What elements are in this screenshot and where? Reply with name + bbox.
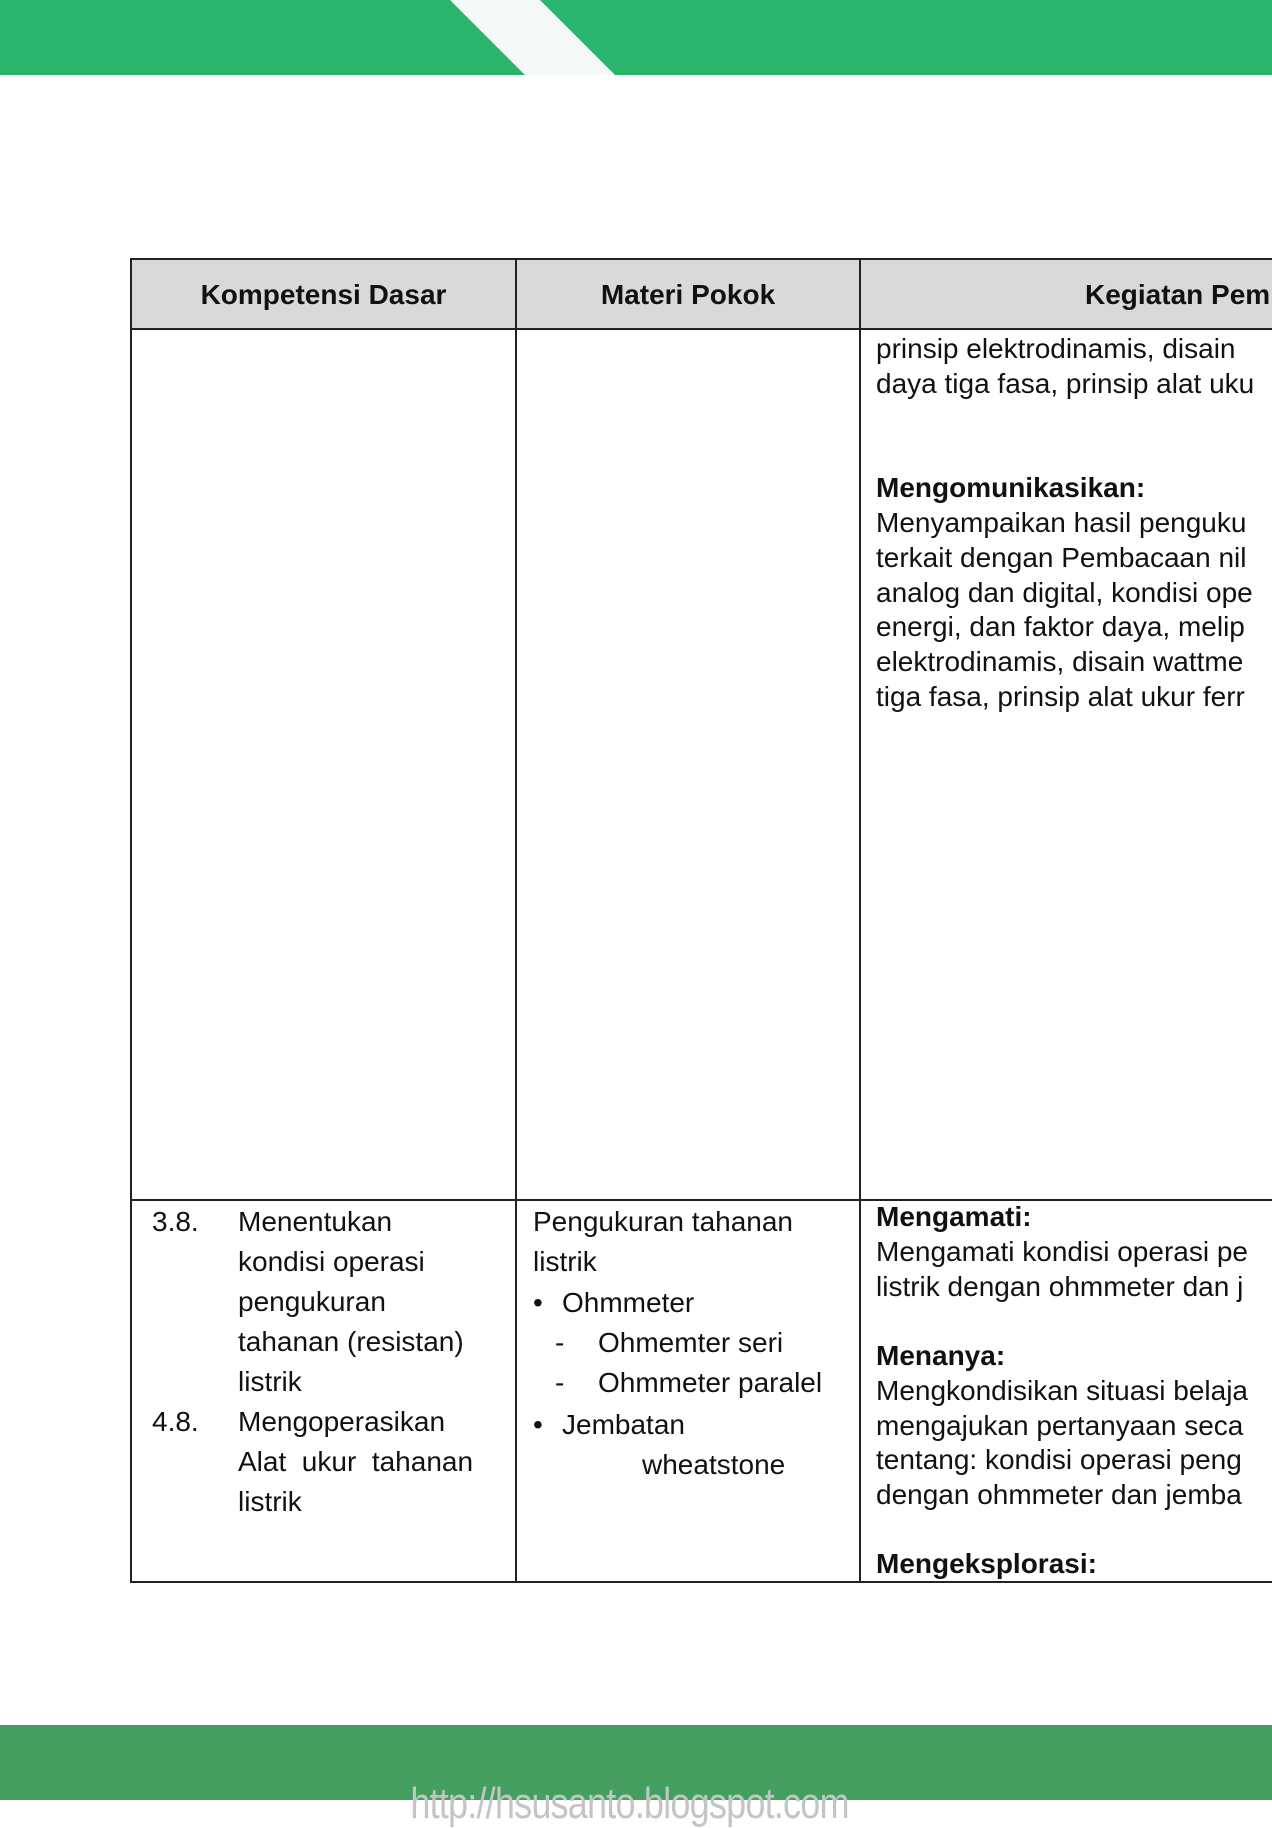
kd-text-line: tahanan (resistan) <box>238 1326 464 1357</box>
bullet-icon: • <box>533 1287 543 1318</box>
kd-number-3-8: 3.8. <box>152 1206 199 1237</box>
syllabus-table <box>130 258 1272 1583</box>
table-border-left <box>130 258 132 1583</box>
materi-subitem-ohmmeter-seri: Ohmemter seri <box>598 1327 784 1358</box>
kegiatan-text-line: terkait dengan Pembacaan nil <box>876 542 1247 573</box>
kegiatan-text-line: listrik dengan ohmmeter dan j <box>876 1271 1244 1302</box>
section-heading-mengamati: Mengamati: <box>876 1201 1032 1232</box>
kd-number-4-8: 4.8. <box>152 1406 199 1437</box>
header-materi-pokok: Materi Pokok <box>600 279 776 310</box>
kegiatan-text-line: Mengkondisikan situasi belaja <box>876 1375 1248 1406</box>
kd-text-line: Menentukan <box>238 1206 393 1237</box>
materi-title-line: listrik <box>533 1246 597 1277</box>
table-border-top <box>130 258 1272 260</box>
kegiatan-continuation-line: prinsip elektrodinamis, disain <box>876 333 1236 364</box>
kegiatan-text-line: elektrodinamis, disain wattme <box>876 646 1244 677</box>
table-border-bottom <box>130 1581 1272 1583</box>
column-divider-2 <box>859 258 861 1583</box>
kd-text-line: kondisi operasi <box>238 1246 425 1277</box>
kegiatan-text-line: dengan ohmmeter dan jemba <box>876 1479 1242 1510</box>
dash-icon: - <box>555 1327 565 1358</box>
kegiatan-continuation-line: daya tiga fasa, prinsip alat uku <box>876 368 1255 399</box>
materi-item-jembatan: Jembatan <box>562 1409 685 1440</box>
materi-item-ohmmeter: Ohmmeter <box>562 1287 695 1318</box>
row-divider <box>130 1199 1272 1201</box>
bullet-icon: • <box>533 1409 543 1440</box>
banner-stripe-decoration <box>0 0 1272 75</box>
header-kompetensi-dasar: Kompetensi Dasar <box>200 279 447 310</box>
kegiatan-text-line: energi, dan faktor daya, melip <box>876 611 1245 642</box>
kegiatan-text-line: Mengamati kondisi operasi pe <box>876 1236 1248 1267</box>
header-divider <box>130 328 1272 330</box>
materi-item-jembatan-cont: wheatstone <box>642 1449 786 1480</box>
kegiatan-text-line: mengajukan pertanyaan seca <box>876 1410 1244 1441</box>
section-heading-menanya: Menanya: <box>876 1340 1006 1371</box>
kd-text-line: listrik <box>238 1366 302 1397</box>
header-banner <box>0 0 1272 75</box>
materi-title-line: Pengukuran tahanan <box>533 1206 793 1237</box>
kd-text-line: listrik <box>238 1486 302 1517</box>
kegiatan-text-line: tentang: kondisi operasi peng <box>876 1444 1242 1475</box>
section-heading-mengomunikasikan: Mengomunikasikan: <box>876 472 1146 503</box>
header-kegiatan-pembelajaran: Kegiatan Pem <box>1085 279 1271 310</box>
kegiatan-text-line: analog dan digital, kondisi ope <box>876 577 1253 608</box>
kd-text-line: pengukuran <box>238 1286 386 1317</box>
column-divider-1 <box>515 258 517 1583</box>
kd-text-line: Mengoperasikan <box>238 1406 446 1437</box>
section-heading-mengeksplorasi: Mengeksplorasi: <box>876 1548 1097 1579</box>
kd-text-line: Alat ukur tahanan <box>238 1446 474 1477</box>
kegiatan-text-line: Menyampaikan hasil penguku <box>876 507 1247 538</box>
kegiatan-text-line: tiga fasa, prinsip alat ukur ferr <box>876 681 1245 712</box>
materi-subitem-ohmmeter-paralel: Ohmmeter paralel <box>598 1367 823 1398</box>
dash-icon: - <box>555 1367 565 1398</box>
footer-url-link[interactable]: http://hsusanto.blogspot.com <box>410 1779 849 1828</box>
